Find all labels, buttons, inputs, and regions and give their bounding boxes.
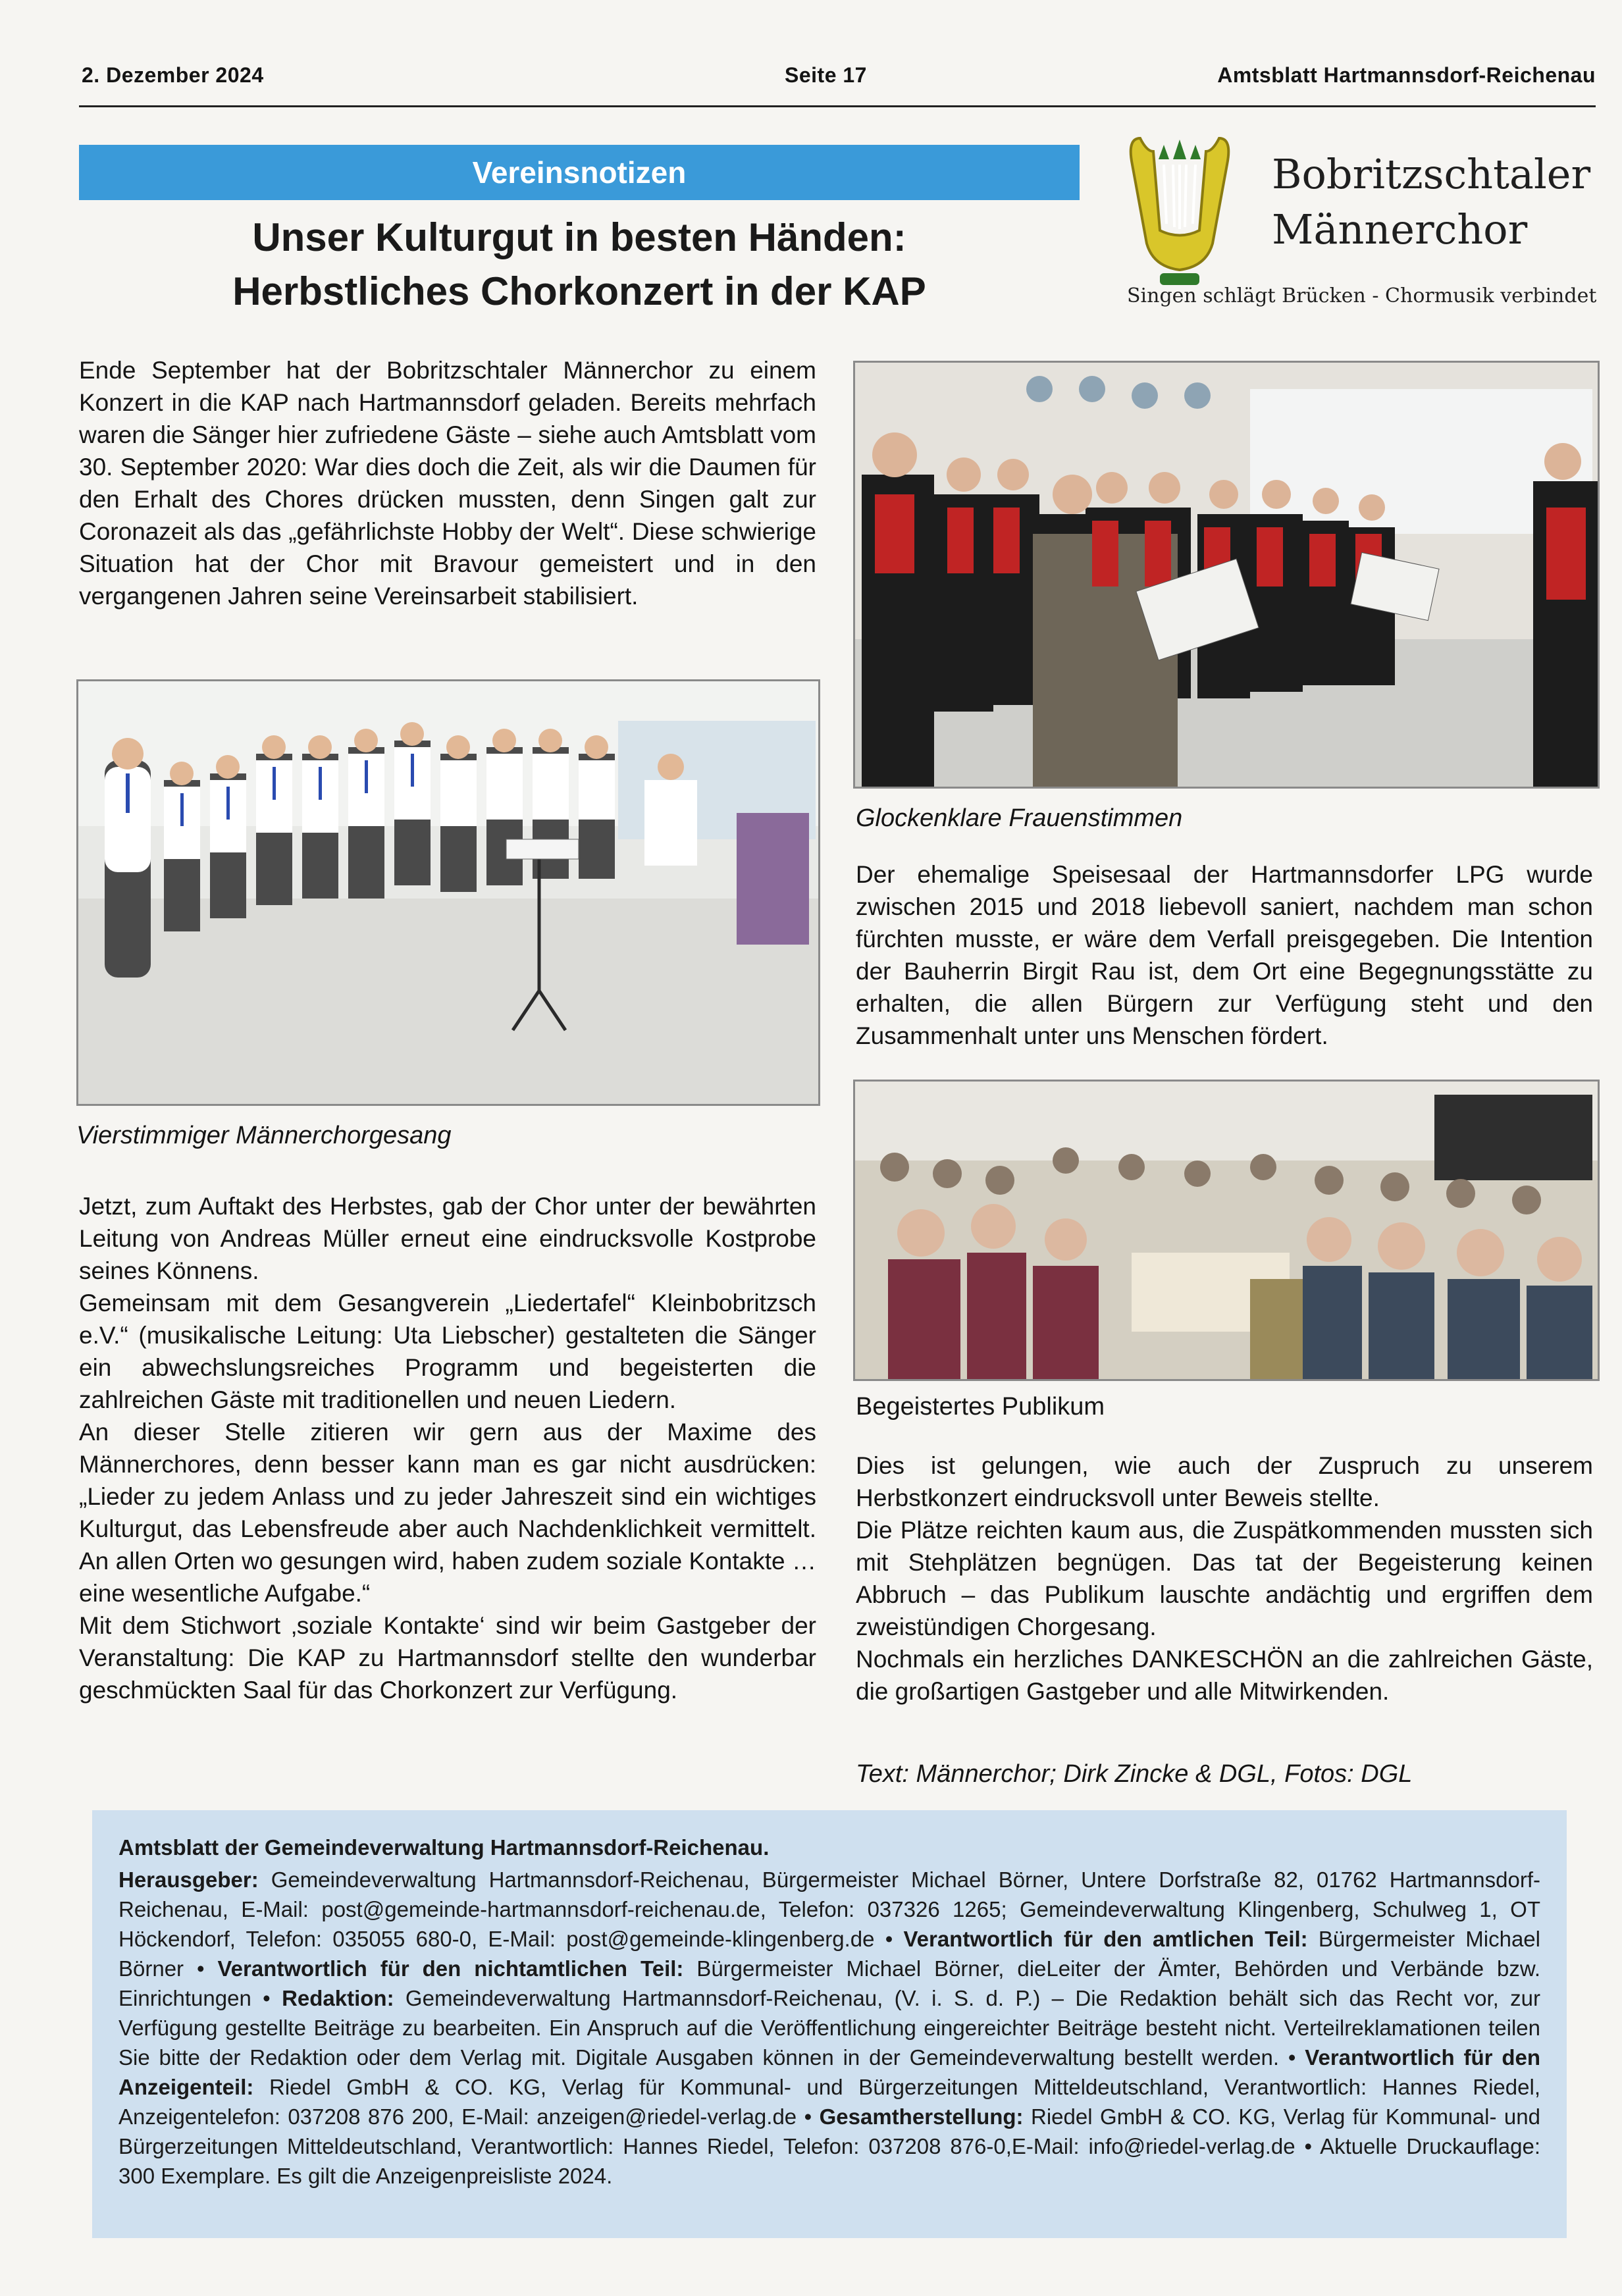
imprint-amtlich: Bürgermeister Michael Börner • [118, 1927, 1540, 1981]
caption-womens-choir: Glockenklare Frauenstimmen [856, 804, 1183, 832]
headline-line-1: Unser Kulturgut in besten Händen: [252, 215, 906, 259]
lyre-icon [1127, 125, 1232, 290]
caption-mens-choir: Vierstimmiger Männerchorgesang [76, 1122, 452, 1149]
imprint-label-gesamt: Gesamtherstellung: [819, 2104, 1024, 2129]
right-paragraph-3: Die Plätze reichten kaum aus, die Zuspätkommenden mussten sich mit Stehplätzen begnügen. Das tat der Begeisterung keinen Abbruch – das Publikum lauschte andächtig und ergriffen dem zweistündigen Chorgesang. [856, 1517, 1593, 1640]
imprint-box [92, 1810, 1567, 2238]
left-body [79, 1190, 816, 1706]
right-paragraph-1: Der ehemalige Speisesaal der Hartmannsdorfer LPG wurde zwischen 2015 und 2018 liebevoll saniert, nachdem man schon fürchten musste, er wäre dem Verfall preisgegeben. Die Intention der Bauherrin Birgit Rau ist, dem Ort eine Begegnungsstätte zu erhalten, die allen Bürgern zur Verfügung steht und den Zusammenhalt unter uns Menschen fördert. [856, 861, 1593, 1049]
imprint-nichtamtlich: Bürgermeister Michael Börner, dieLeiter der Ämter, Behörden und Verbände bzw. Einrichtungen • [118, 1956, 1540, 2010]
imprint-label-nichtamtlich: Verantwortlich für den nichtamtlichen Teil: [217, 1956, 684, 1981]
imprint-redaktion: Gemeindeverwaltung Hartmannsdorf-Reichenau, (V. i. S. d. P.) – Die Redaktion behält sich das Recht vor, zur Verfügung gestellte Beiträge zu bearbeiten. Ein Anspruch auf die Veröffentlichung eingereichter Beiträge besteht nicht. Verteilreklamationen teilen Sie bitte der Redaktion oder dem Verlag mit. Digitale Ausgaben können in der Gemeindeverwaltung bestellt werden. • [118, 1986, 1540, 2070]
right-body-2 [856, 1449, 1593, 1708]
left-paragraph-4: Mit dem Stichwort ‚soziale Kontakte‘ sind wir beim Gastgeber der Veranstaltung: Die KAP zu Hartmannsdorf stellte den wunderbar geschmückten Saal für das Chorkonzert zur Verfügung. [79, 1612, 816, 1704]
left-paragraph-2: Gemeinsam mit dem Gesangverein „Liedertafel“ Kleinbobritzsch e.V.“ (musikalische Leitung: Uta Liebscher) gestalteten die Sänger ein abwechslungsreiches Programm und begeisterten die zahlreichen Gäste mit traditionellen und neuen Liedern. [79, 1290, 816, 1413]
section-banner: Vereinsnotizen [79, 145, 1080, 200]
imprint-label-redaktion: Redaktion: [282, 1986, 394, 2010]
left-paragraph-1: Jetzt, zum Auftakt des Herbstes, gab der Chor unter der bewährten Leitung von Andreas Müller erneut eine eindrucksvolle Kostprobe seines Könnens. [79, 1193, 816, 1284]
right-paragraph-4: Nochmals ein herzliches DANKESCHÖN an die zahlreichen Gäste, die großartigen Gastgeber und alle Mitwirkenden. [856, 1646, 1593, 1705]
page-number: Seite 17 [785, 63, 867, 87]
header-rule [79, 105, 1596, 107]
publication-title: Amtsblatt Hartmannsdorf-Reichenau [1217, 63, 1596, 87]
photo-womens-choir [853, 361, 1600, 789]
imprint-label-herausgeber: Herausgeber: [118, 1867, 259, 1892]
imprint-label-amtlich: Verantwortlich für den amtlichen Teil: [903, 1927, 1308, 1951]
imprint-herausgeber: Gemeindeverwaltung Hartmannsdorf-Reichenau, Bürgermeister Michael Börner, Untere Dorfstraße 82, 01762 Hartmannsdorf-Reichenau, E-Mail: post@gemeinde-hartmannsdorf-reichenau.de, Telefon: 037326 1265; Gemeindeverwaltung Klingenberg, Schulweg 1, OT Höckendorf, Telefon: 035055 680-0, E-Mail: post@gemeinde-klingenberg.de • [118, 1867, 1540, 1951]
issue-date: 2. Dezember 2024 [82, 63, 264, 87]
caption-audience: Begeistertes Publikum [856, 1393, 1105, 1421]
left-paragraph-3: An dieser Stelle zitieren wir gern aus der Maxime des Männerchores, denn besser kann man es gar nicht ausdrücken: „Lieder zu jedem Anlass und zu jeder Jahreszeit sind ein wichtiges Kulturgut, das Lebensfreude aber auch Nachdenklichkeit vermittelt. An allen Orten wo gesungen wird, haben zudem soziale Kontakte … eine wesentliche Aufgabe.“ [79, 1419, 816, 1607]
logo-slogan: Singen schlägt Brücken - Chormusik verbindet [1127, 284, 1597, 307]
imprint-label-anzeigen: Verantwortlich für den Anzeigenteil: [118, 2045, 1541, 2099]
right-paragraph-2: Dies ist gelungen, wie auch der Zuspruch zu unserem Herbstkonzert eindrucksvoll unter Beweis stellte. [856, 1452, 1593, 1511]
headline-line-2: Herbstliches Chorkonzert in der KAP [232, 269, 926, 313]
article-credits: Text: Männerchor; Dirk Zincke & DGL, Fotos: DGL [856, 1760, 1413, 1788]
imprint-gesamt: Riedel GmbH & CO. KG, Verlag für Kommunal- und Bürgerzeitungen Mitteldeutschland, Verantwortlich: Hannes Riedel, Telefon: 037208 876-0,E-Mail: info@riedel-verlag.de • Aktuelle Druckauflage: 300 Exemplare. Es gilt die Anzeigenpreisliste 2024. [118, 2104, 1540, 2188]
imprint-anzeigen: Riedel GmbH & CO. KG, Verlag für Kommunal- und Bürgerzeitungen Mitteldeutschland, Verantwortlich: Hannes Riedel, Anzeigentelefon: 037208 876 200, E-Mail: anzeigen@riedel-verlag.de • [118, 2075, 1540, 2129]
article-intro: Ende September hat der Bobritzschtaler Männerchor zu einem Konzert in die KAP nach Hartmannsdorf geladen. Bereits mehrfach waren die Sänger hier zufriedene Gäste – siehe auch Amtsblatt vom 30. September 2020: War dies doch die Zeit, als wir die Daumen für den Erhalt des Chores drücken mussten, denn Singen galt zur Coronazeit als das „gefährlichste Hobby der Welt“. Diese schwierige Situation hat der Chor mit Bravour gemeistert und in den vergangenen Jahren seine Vereinsarbeit stabilisiert. [79, 357, 816, 610]
imprint-title: Amtsblatt der Gemeindeverwaltung Hartmannsdorf-Reichenau. [118, 1835, 770, 1860]
article-headline [79, 211, 1080, 319]
photo-mens-choir [76, 679, 820, 1106]
logo-name-line-1: Bobritzschtaler [1272, 150, 1591, 198]
imprint-text [118, 1865, 1540, 2191]
logo-name-line-2: Männerchor [1272, 205, 1528, 253]
photo-audience [853, 1080, 1600, 1381]
